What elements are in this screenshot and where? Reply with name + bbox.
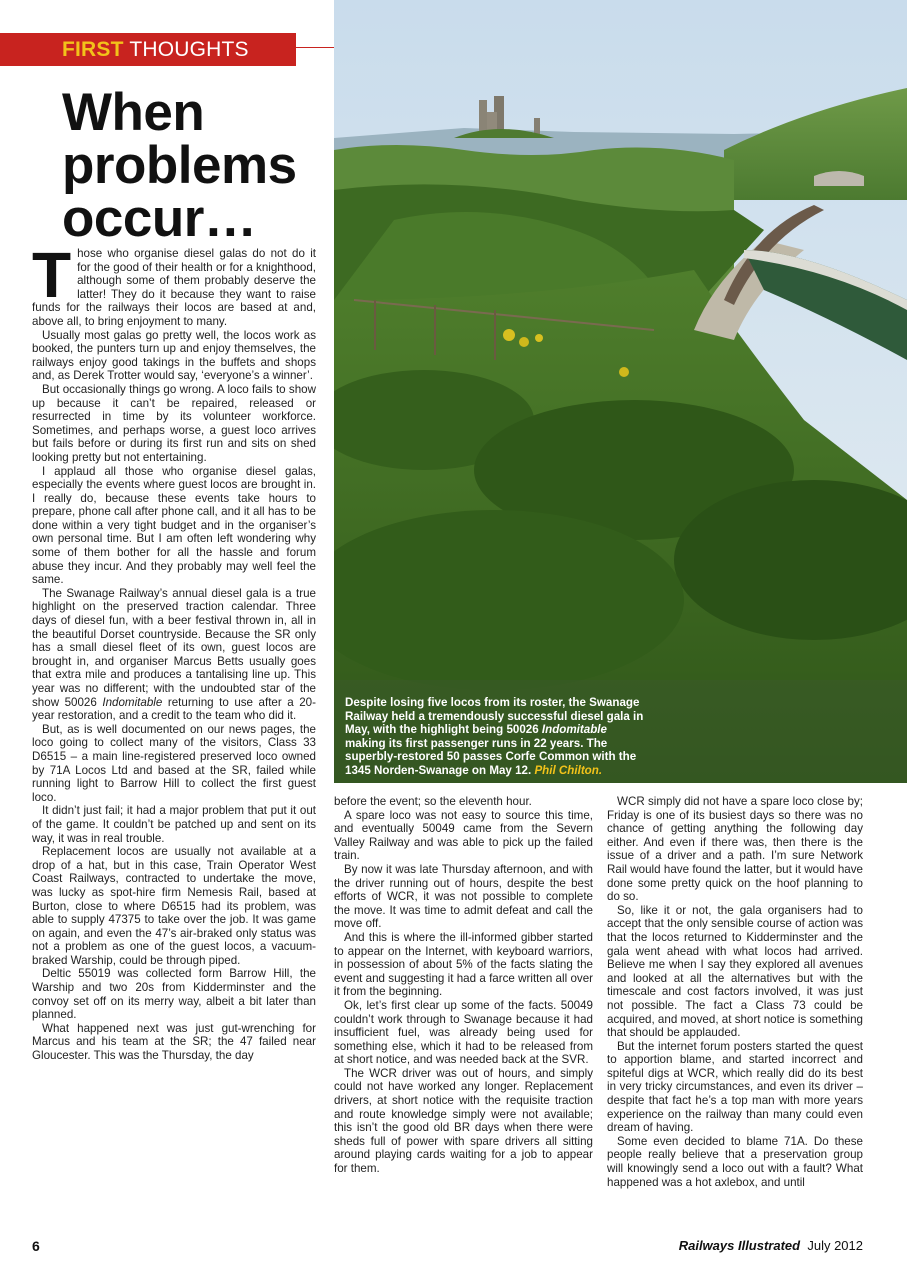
paragraph: A spare loco was not easy to source this time, and eventually 50049 came from the Severn Valley Railway and was able to pick up the failed train. [334,808,593,863]
paragraph: What happened next was just gut-wrenching for Marcus and his team at the SR; the 47 failed near Gloucester. This was the Thursday, the day [32,1021,316,1063]
paragraph: before the event; so the eleventh hour. [334,795,532,808]
drop-cap: T [32,247,72,311]
paragraph: Replacement locos are usually not available at a drop of a hat, but in this case, Train Operator West Coast Railways, contracted to undertake the move, was lucky as spot-hire firm Nemesis Rail, based at Burton, close to where D6515 had its problem, was able to supply 47375 to take over the job. It was game on again, and even the 47’s air-braked only status was not a problem as one of the guest locos, a vacuum-braked Warship, could be through piped. [32,845,316,967]
photo-illustration [334,0,907,783]
paragraph: So, like it or not, the gala organisers had to accept that the only sensible course of action was that the locos returned to Kidderminster and the gala went ahead with what locos had arrived. Believe me when I say they explored all avenues and looked at all the alternatives but with the timescale and cost factors involved, it was just not possible. The fact a Class 73 could be acquired, and moved, at short notice is something that should be applauded. [607,903,863,1040]
section-label-rest: THOUGHTS [129,38,249,61]
paragraph: But occasionally things go wrong. A loco fails to show up because it can’t be repaired, released or resurrected in time by its volunteer workforce. Sometimes, and perhaps worse, a guest loco arrives but fails before or during its first run and sits on shed looking pretty but not entertaining. [32,382,316,464]
paragraph: But, as is well documented on our news pages, the loco going to collect many of the visitors, Class 33 D6515 – a main line-registered preserved loco owned by 71A Locos Ltd and based at the SR, failed while running light to Barrow Hill to collect the first guest loco. [32,722,316,804]
section-banner [0,33,296,66]
paragraph: WCR simply did not have a spare loco close by; Friday is one of its busiest days so there was no chance of getting anything the following day either. And even if there was, then there is the issue of a driver and a path. I’m sure Network Rail would have found the latter, but it would have done some pretty quick on the hoof planning to do so. [607,795,863,904]
headline: When problems occur… [62,83,297,248]
paragraph: Usually most galas go pretty well, the locos work as booked, the punters turn up and enjoy themselves, the railways enjoy good takings in the buffets and shops and, as Derek Trotter would say, ‘everyone’s a winner’. [32,328,316,383]
issue-date: July 2012 [807,1238,863,1253]
footer-magazine [679,1238,863,1253]
paragraph: By now it was late Thursday afternoon, and with the driver running out of hours, despite the best efforts of WCR, it was not possible to complete the move. It was time to admit defeat and call the move off. [334,862,593,931]
page-number: 6 [32,1238,40,1254]
magazine-title: Railways Illustrated [678,1238,801,1253]
section-label-bold: FIRST [62,38,124,61]
paragraph: Some even decided to blame 71A. Do these people really believe that a preservation group will knowingly send a loco out with a fault? What happened was a hot axlebox, and until [607,1134,863,1189]
paragraph: The Swanage Railway’s annual diesel gala is a true highlight on the preserved traction calendar. Three days of diesel fun, with a beer festival thrown in, all in the beautiful Dorset countryside. Because the SR only has a small diesel fleet of its own, guest locos are brought in, and organiser Marcus Betts usually goes that extra mile and produces a tantalising line up. This year was no different; with the undoubted star of the show 50026 Indomitable returning to use after a 20-year restoration, and a credit to the team who did it. [32,586,316,723]
paragraph: Those who organise diesel galas do not do it for the good of their health or for a knighthood, although some of them probably deserve the latter! They do it because they want to raise funds for the railways their locos are based at and, above all, to bring enjoyment to many. [32,247,316,328]
paragraph: Ok, let’s first clear up some of the facts. 50049 couldn’t work through to Swanage because it had insufficient fuel, was already being used for something else, which it had to be released from at short notice, and was needed back at the SVR. [334,998,593,1067]
photo-caption: Despite losing five locos from its roster, the Swanage Railway held a tremendously successful diesel gala in May, with the highlight being 50026 Indomitable making its first passenger runs in 22 years. The superbly-restored 50 passes Corfe Common with the 1345 Norden-Swanage on May 12. Phil Chilton. [345,696,644,777]
paragraph: But the internet forum posters started the quest to apportion blame, and started incorrect and spiteful digs at WCR, which really did do its best in very tricky circumstances, and even its driver – despite that fact he’s a top man with more years experience on the railway than many could even dream of having. [607,1039,863,1135]
article-column-2 [334,795,593,1217]
paragraph: I applaud all those who organise diesel galas, especially the events where guest locos are brought in. I really do, because these events take hours to prepare, phone call after phone call, and it all has to be done within a very tight budget and in the organiser’s own personal time. But I am often left wondering why some of them bother for all the hassle and forum abuse they incur. And they probably may well feel the same. [32,464,316,587]
paragraph: The WCR driver was out of hours, and simply could not have worked any longer. Replacement drivers, at short notice with the requisite traction and route knowledge simply were not available; this isn’t the good old BR days when there were sheds full of power with spare drivers all sitting around playing cards waiting for a job to appear for them. [334,1066,593,1176]
section-label [62,37,249,62]
paragraph: It didn’t just fail; it had a major problem that put it out of the game. It couldn’t be patched up and sent on its way, it was in real trouble. [32,804,316,845]
photo-credit: Phil Chilton. [534,763,603,777]
paragraph: And this is where the ill-informed gibber started to appear on the Internet, with keyboard warriors, in possession of about 5% of the facts slating the event and suggesting it had a farce written all over it from the beginning. [334,930,593,999]
article-column-3 [607,795,863,1217]
paragraph: Deltic 55019 was collected form Barrow Hill, the Warship and two 20s from Kidderminster and the convoy set off on its merry way, albeit a bit later than planned. [32,967,316,1022]
article-column-1 [32,247,316,1217]
lead-photo [334,0,907,783]
